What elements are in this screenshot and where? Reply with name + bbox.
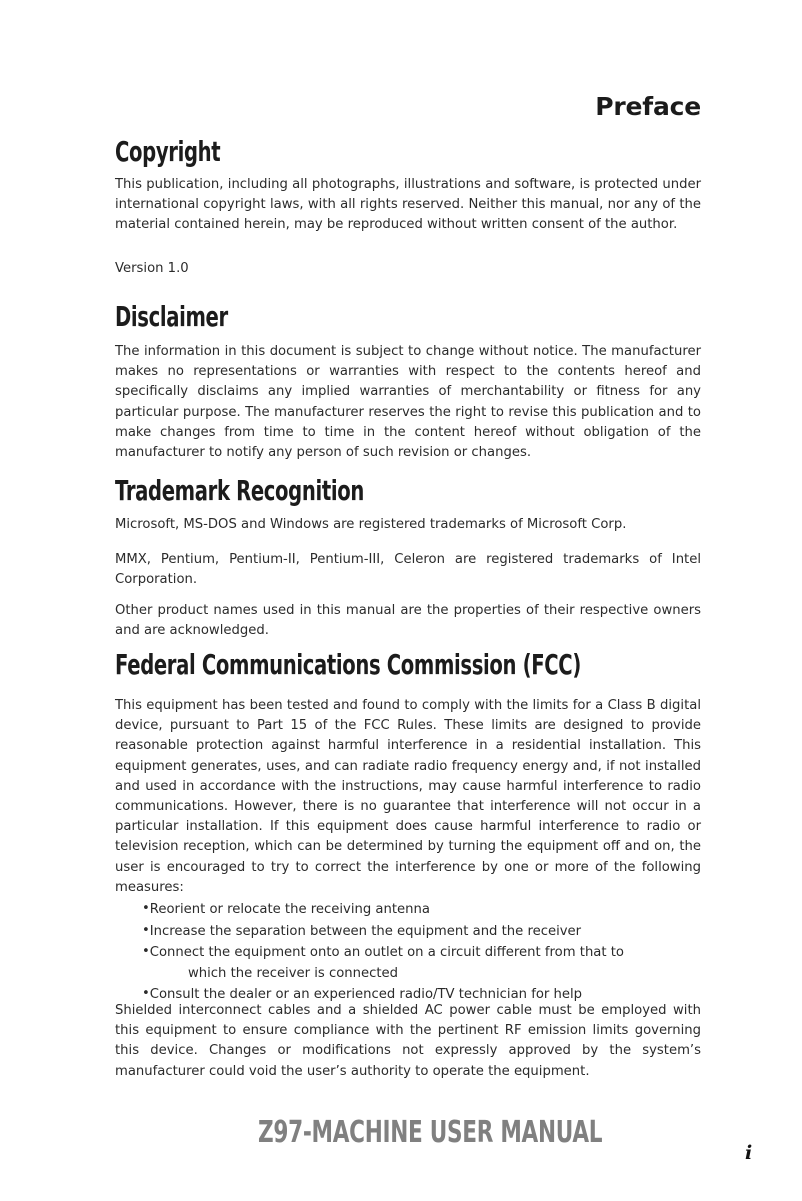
section-heading-copyright [115, 135, 265, 168]
trademark-paragraph-2: MMX, Pentium, Pentium-II, Pentium-III, Celeron are registered trademarks of Intel Corporation. [115, 552, 701, 588]
list-item [142, 921, 702, 943]
list-item-text: Consult the dealer or an experienced radio/TV technician for help [149, 987, 583, 1003]
trademark-paragraph-3: Other product names used in this manual are the properties of their respective owners and are acknowledged. [115, 603, 701, 639]
section-heading-disclaimer-label: Disclaimer [115, 300, 228, 333]
page-number: i [745, 1142, 753, 1164]
list-item [142, 942, 702, 984]
chapter-title: Preface [595, 92, 701, 121]
disclaimer-paragraph-1: The information in this document is subject to change without notice. The manufacturer makes no representations or warranties with respect to the contents hereof and specifically disclaims any implied warranties of merchantability or fitness for any particular purpose. The manufacturer reserves the right to revise this publication and to make changes from time to time in the content hereof without obligation of the manufacturer to notify any person of such revision or changes. [115, 344, 701, 461]
list-item-text: Connect the equipment onto an outlet on a circuit different from that to [149, 945, 624, 961]
fcc-paragraph-1: This equipment has been tested and found to comply with the limits for a Class B digital device, pursuant to Part 15 of the FCC Rules. These limits are designed to provide reasonable protection against harmful interference in a residential installation. This equipment generates, uses, and can radiate radio frequency energy and, if not installed and used in accordance with the instructions, may cause harmful interference to radio communications. However, there is no guarantee that interference will not occur in a particular installation. If this equipment does cause harmful interference to radio or television reception, which can be determined by turning the equipment off and on, the user is encouraged to try to correct the interference by one or more of the following measures: [115, 698, 701, 895]
copyright-paragraph-1: This publication, including all photographs, illustrations and software, is protected under international copyright laws, with all rights reserved. Neither this manual, nor any of the material contained herein, may be reproduced without written consent of the author. [115, 177, 701, 233]
fcc-measures-list [142, 899, 702, 1006]
list-item-text: Increase the separation between the equipment and the receiver [149, 923, 582, 939]
section-heading-disclaimer [115, 300, 276, 333]
copyright-version: Version 1.0 [115, 261, 189, 276]
section-heading-trademark [115, 474, 471, 507]
bullet-icon: • [142, 986, 150, 1002]
trademark-paragraph-1: Microsoft, MS-DOS and Windows are registered trademarks of Microsoft Corp. [115, 517, 627, 532]
list-item [142, 899, 702, 921]
section-heading-trademark-label: Trademark Recognition [115, 474, 364, 507]
bullet-icon: • [142, 944, 150, 960]
fcc-paragraph-2: Shielded interconnect cables and a shielded AC power cable must be employed with this equipment to ensure compliance with the pertinent RF emission limits governing this device. Changes or modifications not expressly approved by the system’s manufacturer could void the user’s authority to operate the equipment. [115, 1003, 701, 1079]
bullet-icon: • [142, 901, 150, 916]
list-item-text: Reorient or relocate the receiving antenna [149, 902, 430, 918]
section-heading-fcc-label: Federal Communications Commission (FCC) [115, 648, 581, 681]
section-heading-fcc [115, 648, 781, 681]
footer-manual-title: Z97-MACHINE USER MANUAL [258, 1115, 603, 1150]
list-item-continuation: which the receiver is connected [188, 965, 399, 981]
section-heading-copyright-label: Copyright [115, 135, 221, 168]
bullet-icon: • [142, 922, 150, 938]
